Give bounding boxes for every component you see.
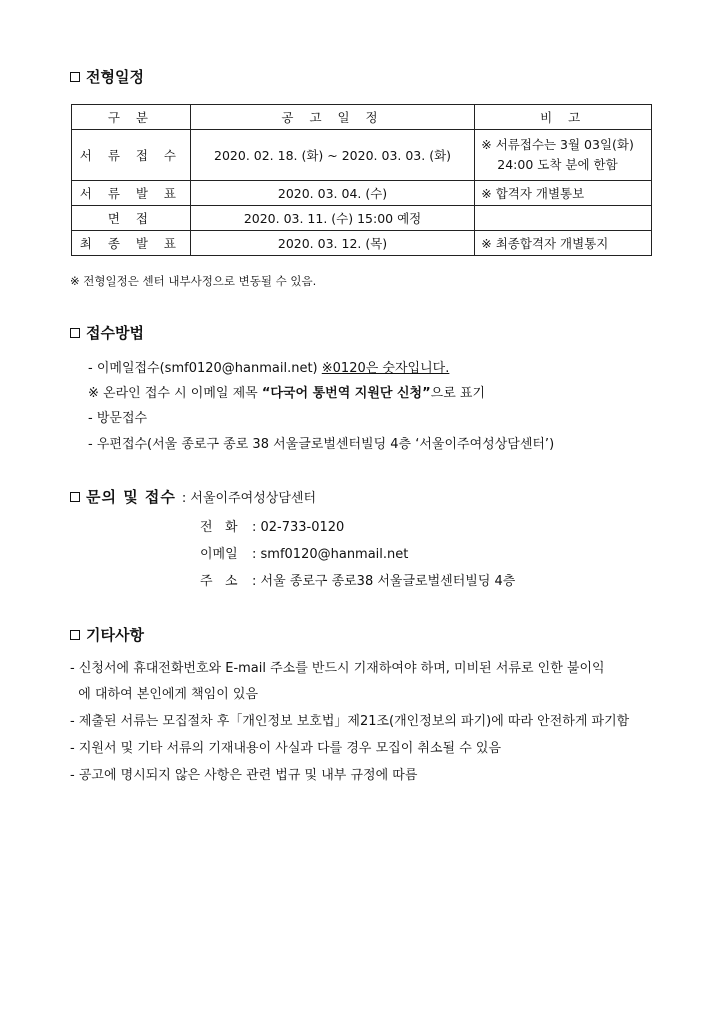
header-remarks: 비 고 bbox=[475, 105, 652, 130]
inquiry-title-text: 문의 및 접수 bbox=[86, 488, 176, 506]
method-online-suffix: 으로 표기 bbox=[430, 386, 486, 401]
method-mail-line: - 우편접수(서울 종로구 종로 38 서울글로벌센터빌딩 4층 ‘서울이주여성상담센터’) bbox=[88, 437, 555, 452]
other-item: 에 대하여 본인에게 책임이 있음 bbox=[70, 687, 259, 702]
row-note-line2: 24:00 도착 분에 한함 bbox=[497, 157, 618, 172]
row-label: 서 류 발 표 bbox=[72, 181, 191, 206]
method-online-prefix: ※ 온라인 접수 시 이메일 제목 bbox=[88, 386, 262, 401]
method-online-subject: “다국어 통번역 지원단 신청” bbox=[261, 386, 431, 401]
other-item: - 제출된 서류는 모집절차 후「개인정보 보호법」제21조(개인정보의 파기)에 따라 안전하게 파기함 bbox=[70, 714, 630, 729]
inquiry-email-line bbox=[200, 543, 408, 562]
inquiry-phone-line bbox=[200, 516, 344, 535]
schedule-title-text: 전형일정 bbox=[86, 68, 144, 86]
inquiry-address-label: 주 소 bbox=[200, 574, 238, 589]
checkbox-square-icon bbox=[70, 328, 80, 338]
method-email-line bbox=[88, 357, 449, 376]
row-date: 2020. 03. 04. (수) bbox=[190, 181, 474, 206]
header-schedule: 공 고 일 정 bbox=[190, 105, 474, 130]
inquiry-email-label: 이메일 bbox=[200, 547, 238, 562]
inquiry-email: : smf0120@hanmail.net bbox=[252, 547, 409, 562]
checkbox-square-icon bbox=[70, 630, 80, 640]
table-row bbox=[72, 181, 652, 206]
method-visit-line: - 방문접수 bbox=[88, 411, 148, 426]
row-note bbox=[475, 130, 652, 181]
schedule-table bbox=[71, 104, 652, 256]
checkbox-square-icon bbox=[70, 492, 80, 502]
other-item: - 신청서에 휴대전화번호와 E-mail 주소를 반드시 기재하여야 하며, 미비된 서류로 인한 불이익 bbox=[70, 661, 605, 676]
inquiry-phone: : 02-733-0120 bbox=[252, 520, 345, 535]
row-date: 2020. 03. 12. (목) bbox=[190, 231, 474, 256]
row-note: ※ 합격자 개별통보 bbox=[475, 181, 652, 206]
other-title-text: 기타사항 bbox=[86, 626, 144, 644]
method-online-line bbox=[88, 382, 485, 401]
other-section-title bbox=[70, 624, 144, 645]
table-row bbox=[72, 206, 652, 231]
method-email-note: ※0120은 숫자입니다. bbox=[321, 361, 450, 376]
inquiry-address: : 서울 종로구 종로38 서울글로벌센터빌딩 4층 bbox=[252, 574, 516, 589]
row-label: 면 접 bbox=[72, 206, 191, 231]
schedule-section-title bbox=[70, 66, 144, 87]
row-date: 2020. 03. 11. (수) 15:00 예정 bbox=[190, 206, 474, 231]
method-title-text: 접수방법 bbox=[86, 324, 144, 342]
row-label: 서 류 접 수 bbox=[72, 130, 191, 181]
row-date: 2020. 02. 18. (화) ~ 2020. 03. 03. (화) bbox=[190, 130, 474, 181]
method-section-title bbox=[70, 322, 144, 343]
row-label: 최 종 발 표 bbox=[72, 231, 191, 256]
inquiry-phone-label: 전 화 bbox=[200, 520, 238, 535]
other-item: - 공고에 명시되지 않은 사항은 관련 법규 및 내부 규정에 따름 bbox=[70, 768, 418, 783]
schedule-footnote: ※ 전형일정은 센터 내부사정으로 변동될 수 있음. bbox=[70, 274, 317, 288]
inquiry-org: : 서울이주여성상담센터 bbox=[181, 491, 316, 506]
row-note bbox=[475, 206, 652, 231]
table-row bbox=[72, 130, 652, 181]
table-header-row bbox=[72, 105, 652, 130]
row-note: ※ 최종합격자 개별통지 bbox=[475, 231, 652, 256]
table-row bbox=[72, 231, 652, 256]
method-email-text: - 이메일접수(smf0120@hanmail.net) bbox=[88, 361, 322, 376]
inquiry-section-title bbox=[70, 486, 316, 507]
header-category: 구 분 bbox=[72, 105, 191, 130]
checkbox-square-icon bbox=[70, 72, 80, 82]
other-item: - 지원서 및 기타 서류의 기재내용이 사실과 다를 경우 모집이 취소될 수 있음 bbox=[70, 741, 502, 756]
inquiry-address-line bbox=[200, 570, 515, 589]
row-note-line1: ※ 서류접수는 3월 03일(화) bbox=[481, 137, 634, 152]
